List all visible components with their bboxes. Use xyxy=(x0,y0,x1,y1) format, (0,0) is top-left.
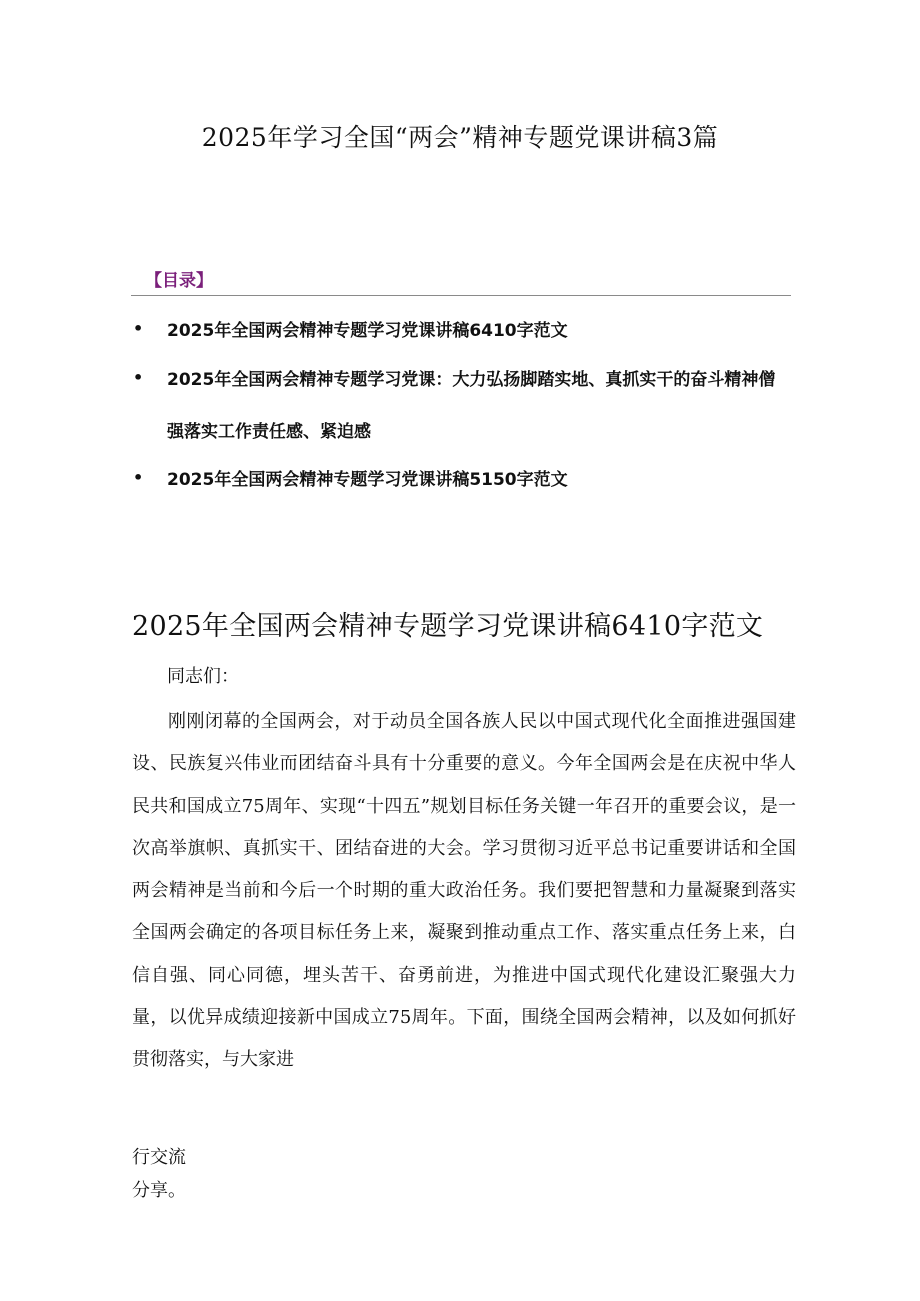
toc-heading: 【目录】 xyxy=(145,271,213,291)
body-paragraph: 刚刚闭幕的全国两会，对于动员全国各族人民以中国式现代化全面推进强国建设、民族复兴伟业而团结奋斗具有十分重要的意义。今年全国两会是在庆祝中华人民共和国成立75周年、实现“十四五”规划目标任务关键一年召开的重要会议，是一次高举旗帜、真抓实干、团结奋进的大会。学习贯彻习近平总书记重要讲话和全国两会精神是当前和今后一个时期的重大政治任务。我们要把智慧和力量凝聚到落实全国两会确定的各项目标任务上来，凝聚到推动重点工作、落实重点任务上来，白信自强、同心同德，埋头苦干、奋勇前进，为推进中国式现代化建设汇聚强大力量，以优异成绩迎接新中国成立75周年。下面，围绕全国两会精神，以及如何抓好贯彻落实，与大家进 xyxy=(132,711,796,1071)
bullet-icon: • xyxy=(133,319,144,338)
toc-item-label: 2025年全国两会精神专题学习党课讲稿6410字范文 xyxy=(167,321,568,341)
toc-divider xyxy=(131,295,791,296)
toc-item-label: 2025年全国两会精神专题学习党课讲稿5150字范文 xyxy=(167,470,568,490)
bullet-icon: • xyxy=(133,368,144,387)
section-title: 2025年全国两会精神专题学习党课讲稿6410字范文 xyxy=(132,611,764,642)
document-title: 2025年学习全国“两会”精神专题党课讲稿3篇 xyxy=(201,123,719,152)
salutation: 同志们： xyxy=(167,666,239,687)
toc-item-label: 2025年全国两会精神专题学习党课：大力弘扬脚踏实地、真抓实干的奋斗精神僧强落实工作责任感、紧迫感 xyxy=(167,370,776,442)
bullet-icon: • xyxy=(133,468,144,487)
paragraph-tail-line: 分享。 xyxy=(132,1180,186,1201)
paragraph-tail-line: 行交流 xyxy=(132,1147,186,1168)
